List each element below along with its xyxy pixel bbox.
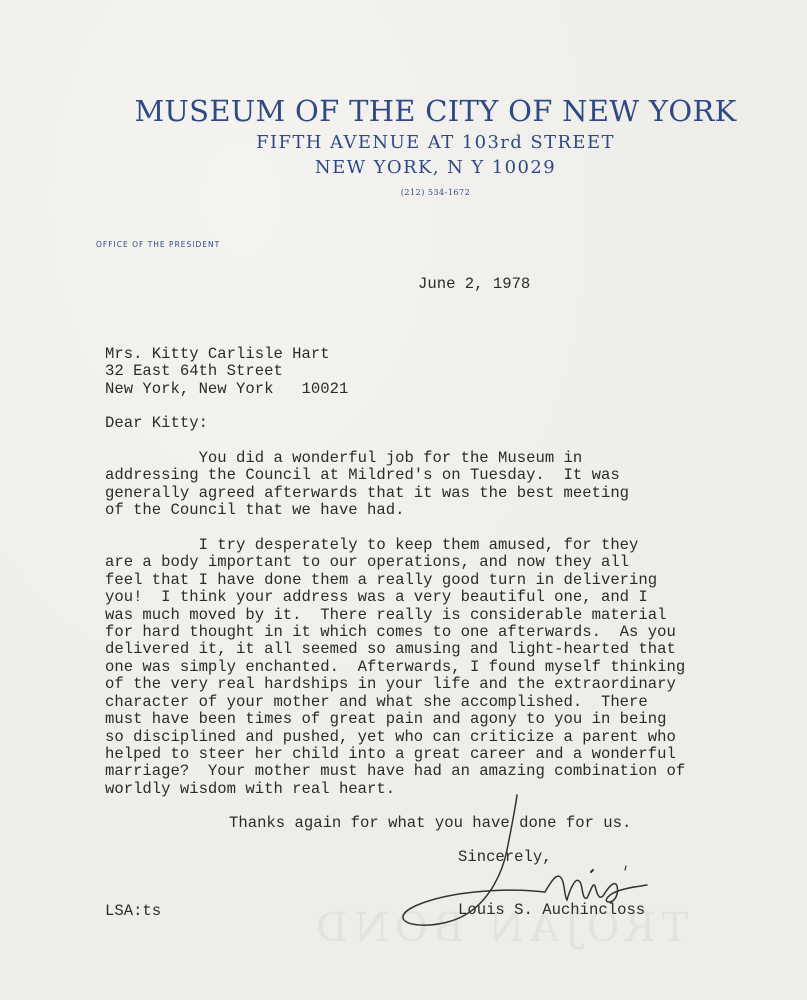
body-line: of the very real hardships in your life and the extraordinary — [105, 675, 676, 694]
typist-initials: LSA:ts — [105, 902, 162, 920]
body-line: of the Council that we have had. — [105, 501, 405, 520]
letterhead-city: NEW YORK, N Y 10029 — [314, 157, 557, 178]
body-line: so disciplined and pushed, yet who can criticize a parent who — [105, 727, 676, 746]
body-line: addressing the Council at Mildred's on Tuesday. It was — [105, 466, 620, 485]
closing: Sincerely, — [458, 848, 552, 866]
letterhead-name: MUSEUM OF THE CITY OF NEW YORK — [134, 94, 737, 128]
body-line: was much moved by it. There really is considerable material — [105, 605, 667, 624]
body-line: marriage? Your mother must have had an amazing combination of — [105, 762, 686, 781]
recipient-address — [105, 346, 348, 398]
address-line: New York, New York 10021 — [105, 379, 349, 398]
address-line: 32 East 64th Street — [105, 362, 283, 381]
body-line: one was simply enchanted. Afterwards, I found myself thinking — [105, 657, 686, 676]
body-line: you! I think your address was a very beautiful one, and I — [105, 588, 648, 607]
body-line: character of your mother and what she accomplished. There — [105, 692, 648, 711]
signer-name: Louis S. Auchincloss — [458, 901, 646, 919]
body-line: You did a wonderful job for the Museum in — [105, 449, 583, 467]
thanks-line: Thanks again for what you have done for us. — [229, 814, 632, 832]
paragraph-gap — [105, 520, 685, 537]
letter-body — [105, 450, 685, 798]
body-line: for hard thought in it which comes to one afterwards. As you — [105, 623, 676, 642]
letter-date: June 2, 1978 — [418, 275, 531, 293]
salutation: Dear Kitty: — [105, 414, 208, 432]
office-line: OFFICE OF THE PRESIDENT — [96, 240, 221, 249]
body-line: I try desperately to keep them amused, for they — [105, 536, 639, 555]
address-line: Mrs. Kitty Carlisle Hart — [105, 345, 330, 363]
body-line: generally agreed afterwards that it was the best meeting — [105, 483, 630, 502]
body-line: feel that I have done them a really good turn in delivering — [105, 570, 658, 589]
handwritten-signature — [395, 790, 655, 930]
letterhead-street: FIFTH AVENUE AT 103rd STREET — [256, 132, 615, 153]
body-line: must have been times of great pain and agony to you in being — [105, 710, 667, 729]
body-line: delivered it, it all seemed so amusing and light-hearted that — [105, 640, 676, 659]
body-line: worldly wisdom with real heart. — [105, 779, 396, 798]
letterhead-phone: (212) 534-1672 — [400, 188, 471, 197]
body-line: are a body important to our operations, and now they all — [105, 553, 630, 572]
body-line: helped to steer her child into a great career and a wonderful — [105, 744, 676, 763]
